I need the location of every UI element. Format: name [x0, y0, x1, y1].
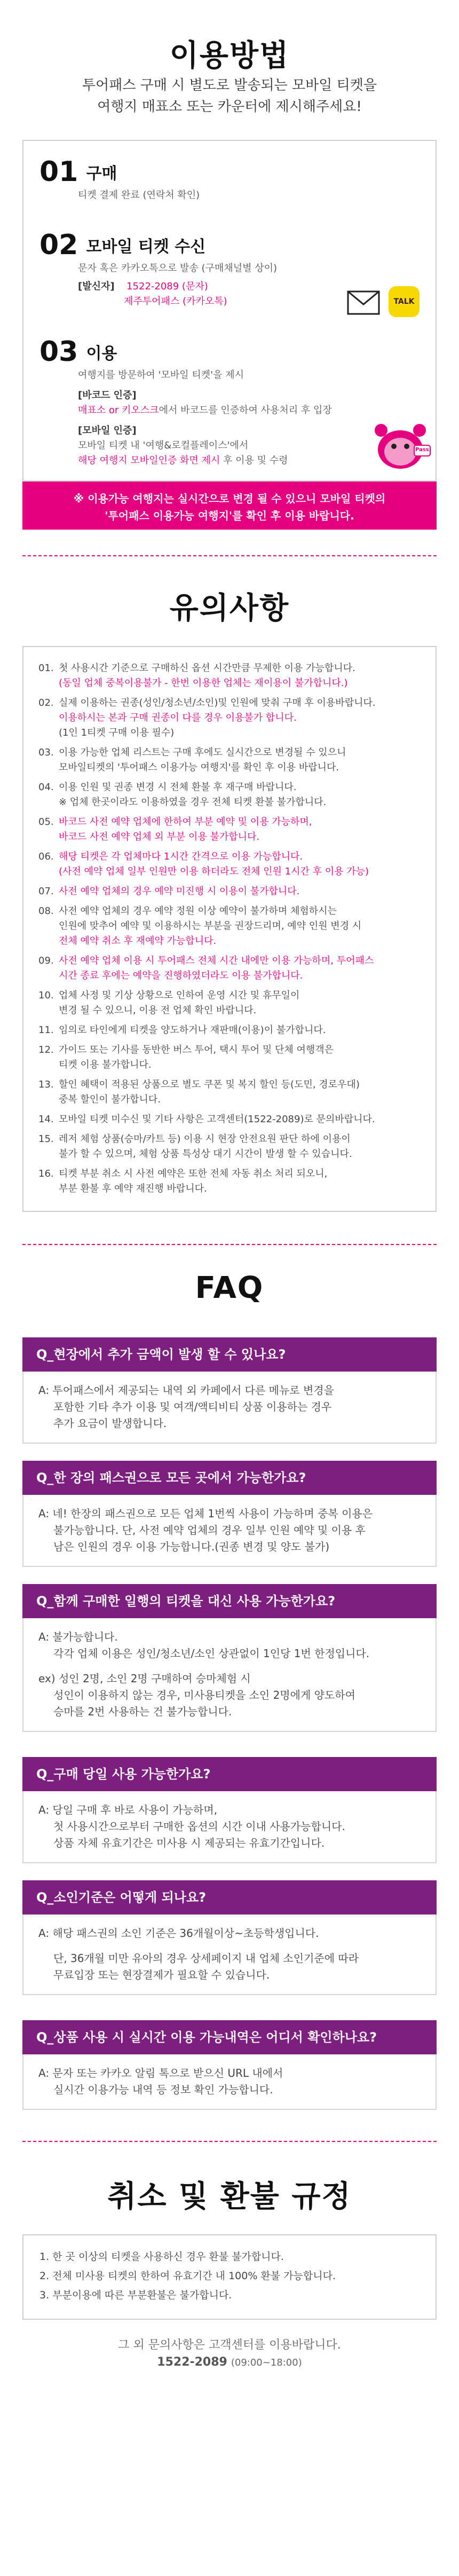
notice-text [59, 1077, 422, 1107]
notice-item [38, 1077, 423, 1107]
usage-warning-line1: ※ 이용가능 여행지는 실시간으로 변경 될 수 있으니 모바일 티켓의 [73, 492, 386, 505]
notice-number: 07. [38, 886, 54, 897]
notice-line: 할인 혜택이 적용된 상품으로 별도 쿠폰 및 복지 할인 등(도민, 경로우대) [59, 1079, 360, 1090]
notice-text [59, 954, 422, 983]
step-2-number: 02 [39, 229, 78, 261]
notice-text [59, 904, 422, 949]
notice-number: 04. [38, 782, 54, 793]
step-3-number: 03 [39, 336, 78, 368]
notice-text [59, 696, 422, 740]
notice-line: (동일 업체 중복이용불가 - 한번 이용한 업체는 재이용이 불가합니다.) [59, 678, 348, 689]
faq-answer-line: A: 투어패스에서 제공되는 내역 외 카페에서 다른 메뉴로 변경을 [38, 1384, 334, 1397]
notice-line: 바코드 사전 예약 업체에 한하여 부분 예약 및 이용 가능하며, [59, 816, 312, 828]
notice-item [38, 884, 423, 899]
barcode-label: [바코드 인증] [78, 390, 137, 401]
usage-section [0, 0, 459, 466]
mobile-line2-rest: 후 이용 및 수령 [220, 455, 288, 466]
mascot-label: Pass [415, 447, 429, 453]
step-1 [39, 156, 200, 203]
footer-contact: 그 외 문의사항은 고객센터를 이용바랍니다. [118, 2338, 341, 2352]
sender-label: [발신자] [78, 281, 115, 292]
notice-line: 첫 사용시간 기준으로 구매하신 옵션 시간만큼 무제한 이용 가능합니다. [59, 663, 355, 674]
faq-question[interactable]: Q_구매 당일 사용 가능한가요? [22, 1757, 437, 1791]
mobile-label: [모바일 인증] [78, 425, 137, 436]
notice-text [59, 745, 422, 775]
faq-answer-line: 첫 사용시간으로부터 구매한 옵션의 시간 이내 사용가능합니다. [53, 1820, 345, 1833]
barcode-location: 매표소 or 키오스크 [78, 405, 159, 416]
notice-text [59, 1023, 422, 1038]
notice-line: 전체 예약 취소 후 재예약 가능합니다. [59, 935, 217, 947]
faq-answer [22, 1372, 437, 1444]
notice-number: 16. [38, 1168, 54, 1179]
step-3 [39, 336, 332, 468]
notice-line: 티켓 부분 취소 시 사전 예약은 또한 전체 자동 취소 처리 되오니, [59, 1168, 328, 1179]
notice-number: 10. [38, 990, 54, 1001]
mascot-icon [368, 419, 432, 472]
kakaotalk-icon: TALK [389, 286, 420, 317]
mobile-line2-highlight: 해당 여행지 모바일인증 화면 제시 [78, 455, 220, 466]
notice-line: 사전 예약 업체의 경우 예약 미진행 시 이용이 불가합니다. [59, 886, 300, 897]
footer-phone-line [0, 2356, 459, 2369]
faq-answer-line: 불가능합니다. 단, 사전 예약 업체의 경우 일부 인원 예약 및 이용 후 [53, 1524, 366, 1537]
step-3-desc: 여행지를 방문하여 '모바일 티켓'을 제시 [78, 369, 244, 381]
notice-number: 06. [38, 851, 54, 862]
barcode-desc: 에서 바코드를 인증하여 사용처리 후 입장 [159, 405, 332, 416]
notice-line: 바코드 사전 예약 업체 외 부분 이용 불가합니다. [59, 831, 260, 842]
notice-item [38, 1023, 423, 1038]
usage-subtitle-1: 투어패스 구매 시 별도로 발송되는 모바일 티켓을 [82, 77, 377, 93]
notice-text [59, 884, 422, 899]
notice-text [59, 988, 422, 1018]
notice-line: 이용 인원 및 권종 변경 시 전체 환불 후 재구매 바랍니다. [59, 782, 297, 793]
notice-item [38, 1043, 423, 1073]
notice-item [38, 661, 423, 691]
faq-answer-line: 각각 업체 이용은 성인/청소년/소인 상관없이 1인당 1번 한정입니다. [53, 1647, 370, 1660]
faq-question[interactable]: Q_함께 구매한 일행의 티켓을 대신 사용 가능한가요? [22, 1584, 437, 1618]
envelope-icon [347, 290, 380, 315]
faq-answer-line [38, 1942, 421, 1950]
notice-item [38, 745, 423, 775]
faq-answer-line: 실시간 이용가능 내역 등 정보 확인 가능합니다. [53, 2083, 273, 2096]
sender-phone: 1522-2089 (문자) [126, 281, 208, 292]
notice-number: 08. [38, 905, 54, 917]
notice-line: 가이드 또는 기사를 동반한 버스 투어, 택시 투어 및 단체 여행객은 [59, 1044, 334, 1055]
notice-line: 임의로 타인에게 티켓을 양도하거나 재판매(이용)이 불가합니다. [59, 1025, 326, 1036]
usage-warning-bar [22, 482, 437, 530]
step-2-name: 모바일 티켓 수신 [86, 238, 206, 256]
step-1-name: 구매 [86, 164, 117, 183]
notice-item [38, 849, 423, 879]
faq-question[interactable]: Q_한 장의 패스권으로 모든 곳에서 가능한가요? [22, 1461, 437, 1495]
step-1-number: 01 [39, 156, 78, 188]
notice-line: 이용하시는 본과 구매 권종이 다를 경우 이용불가 합니다. [59, 712, 297, 723]
notice-line: 모바일티켓의 '투어패스 이용가능 여행지'를 확인 후 이용 바랍니다. [59, 762, 339, 773]
notice-number: 12. [38, 1044, 54, 1055]
notice-line: ※ 업체 한곳이라도 이용하였을 경우 전체 티켓 환불 불가합니다. [59, 797, 327, 808]
notice-item [38, 904, 423, 949]
notice-item [38, 780, 423, 810]
notice-item [38, 954, 423, 983]
refund-item-1: 1. 한 곳 이상의 티켓을 사용하신 경우 환불 불가합니다. [39, 2251, 284, 2263]
notice-title: 유의사항 [169, 591, 290, 626]
notice-line: (1인 1티켓 구매 이용 필수) [59, 727, 175, 738]
footer-hours: (09:00~18:00) [231, 2357, 302, 2368]
faq-answer-line: ex) 성인 2명, 소인 2명 구매하여 승마체험 시 [38, 1672, 251, 1685]
faq-question[interactable]: Q_상품 사용 시 실시간 이용 가능내역은 어디서 확인하나요? [22, 2020, 437, 2054]
notice-text [59, 1043, 422, 1073]
faq-answer-line: 승마를 2번 사용하는 건 불가능합니다. [53, 1705, 232, 1718]
usage-title: 이용방법 [169, 38, 290, 73]
notice-text [59, 1132, 422, 1162]
faq-answer-line: A: 불가능합니다. [38, 1630, 118, 1643]
notice-text [59, 1112, 422, 1127]
step-2 [39, 229, 277, 309]
notice-line: 불가 할 수 있으며, 체험 상품 특성상 대기 시간이 발생 할 수 있습니다. [59, 1148, 352, 1160]
notice-item [38, 1112, 423, 1127]
notice-text [59, 661, 422, 691]
faq-answer-line: 단, 36개월 미만 유아의 경우 상세페이지 내 업체 소인기준에 따라 [53, 1952, 359, 1965]
notice-line: 티켓 이용 불가합니다. [59, 1059, 152, 1070]
faq-answer [22, 2054, 437, 2110]
step-1-desc: 티켓 결제 완료 (연락처 확인) [78, 190, 200, 201]
step-3-barcode [78, 388, 332, 418]
notice-line: 업체 사정 및 기상 상황으로 인하여 운영 시간 및 휴무일이 [59, 990, 300, 1001]
notice-number: 15. [38, 1133, 54, 1145]
faq-answer-line: 성인이 이용하지 않는 경우, 미사용티켓을 소인 2명에게 양도하여 [53, 1689, 355, 1701]
step-2-sender [78, 279, 277, 309]
faq-answer-line: A: 당일 구매 후 바로 사용이 가능하며, [38, 1803, 218, 1816]
notice-line: 인원에 맞추어 예약 및 이용하시는 부분을 권장드리며, 예약 인원 변경 시 [59, 920, 362, 932]
faq-answer-line: A: 해당 패스권의 소인 기준은 36개월이상~초등학생입니다. [38, 1927, 319, 1940]
usage-steps-box [22, 140, 437, 482]
faq-question[interactable]: Q_소인기준은 어떻게 되나요? [22, 1880, 437, 1915]
notice-line: 사전 예약 업체 이용 시 투어패스 전체 시간 내에만 이용 가능하며, 투어패스 [59, 955, 374, 966]
notice-item [38, 1167, 423, 1196]
faq-answer-line: 포함한 기타 추가 이용 및 여객/액티비티 상품 이용하는 경우 [53, 1400, 332, 1413]
faq-answer [22, 1915, 437, 1995]
notice-number: 14. [38, 1114, 54, 1125]
notice-line: 해당 티켓은 각 업체마다 1시간 간격으로 이용 가능합니다. [59, 851, 303, 862]
notice-item [38, 988, 423, 1018]
faq-answer [22, 1495, 437, 1567]
notice-line: 이용 가능한 업체 리스트는 구매 후에도 실시간으로 변경될 수 있으니 [59, 747, 346, 758]
notice-item [38, 696, 423, 740]
divider-2 [22, 1244, 437, 1245]
mobile-line1: 모바일 티켓 내 '여행&로컬플레이스'에서 [78, 440, 249, 451]
notice-item [38, 1132, 423, 1162]
faq-answer-line: 무료입장 또는 현장결제가 필요할 수 있습니다. [53, 1968, 270, 1981]
faq-answer-line: 상품 자체 유효기간은 미사용 시 제공되는 유효기간입니다. [53, 1837, 325, 1849]
notice-text [59, 1167, 422, 1196]
faq-answer-line: 남은 인원의 경우 이용 가능합니다.(권종 변경 및 양도 불가) [53, 1540, 330, 1553]
refund-item-3: 3. 부분이용에 따른 부분환불은 불가합니다. [39, 2289, 232, 2301]
step-3-name: 이용 [86, 344, 117, 363]
notice-line: 사전 예약 업체의 경우 예약 정원 이상 예약이 불가하며 체험하시는 [59, 905, 337, 917]
divider-1 [22, 555, 437, 556]
usage-warning-line2: '투어패스 이용가능 여행지'를 확인 후 이용 바랍니다. [105, 509, 354, 522]
notice-number: 02. [38, 697, 54, 708]
notice-text [59, 815, 422, 845]
faq-answer-line [38, 1662, 421, 1671]
divider-3 [22, 2141, 437, 2142]
notice-line: 변경 될 수 있으니, 이용 전 업체 확인 바랍니다. [59, 1005, 257, 1016]
usage-subtitle-2: 여행지 매표소 또는 카운터에 제시해주세요! [97, 99, 362, 115]
notice-line: 시간 종료 후에는 예약을 진행하였더라도 이용 불가합니다. [59, 970, 303, 981]
notice-number: 09. [38, 955, 54, 966]
notice-line: 실제 이용하는 권종(성인/청소년/소인)및 인원에 맞춰 구매 후 이용바랍니다. [59, 697, 376, 708]
faq-answer-line: A: 네! 한장의 패스권으로 모든 업체 1번씩 사용이 가능하며 중복 이용은 [38, 1507, 373, 1520]
notice-text [59, 780, 422, 810]
faq-answer-line: A: 문자 또는 카카오 알림 톡으로 받으신 URL 내에서 [38, 2067, 283, 2079]
sender-kakao: 제주투어패스 (카카오톡) [124, 296, 227, 307]
notice-line: 중복 할인이 불가합니다. [59, 1094, 161, 1105]
faq-title: FAQ [195, 1271, 264, 1305]
faq-answer [22, 1791, 437, 1863]
footer-phone: 1522-2089 [157, 2356, 227, 2369]
step-2-desc: 문자 혹은 카카오톡으로 발송 (구매채널별 상이) [78, 263, 278, 274]
faq-answer [22, 1618, 437, 1732]
notice-number: 11. [38, 1025, 54, 1036]
notice-text [59, 849, 422, 879]
notice-line: 부분 환불 후 예약 재진행 바랍니다. [59, 1183, 207, 1194]
notice-line: 레저 체험 상품(승마/카트 등) 이용 시 현장 안전요원 판단 하에 이용이 [59, 1133, 351, 1145]
refund-box [22, 2234, 437, 2320]
notice-number: 03. [38, 747, 54, 758]
faq-answer-line: 추가 요금이 발생합니다. [53, 1417, 167, 1430]
notice-number: 05. [38, 816, 54, 828]
faq-question[interactable]: Q_현장에서 추가 금액이 발생 할 수 있나요? [22, 1337, 437, 1372]
notice-number: 13. [38, 1079, 54, 1090]
notice-number: 01. [38, 663, 54, 674]
notice-item [38, 815, 423, 845]
refund-item-2: 2. 전체 미사용 티켓의 한하여 유효기간 내 100% 환불 가능합니다. [39, 2270, 336, 2282]
step-3-mobile [78, 423, 332, 468]
notice-line: 모바일 티켓 미수신 및 기타 사항은 고객센터(1522-2089)로 문의바랍니다. [59, 1114, 375, 1125]
refund-title: 취소 및 환불 규정 [107, 2179, 352, 2214]
notice-line: (사전 예약 업체 일부 인원만 이용 하더라도 전체 인원 1시간 후 이용 가능) [59, 866, 369, 877]
